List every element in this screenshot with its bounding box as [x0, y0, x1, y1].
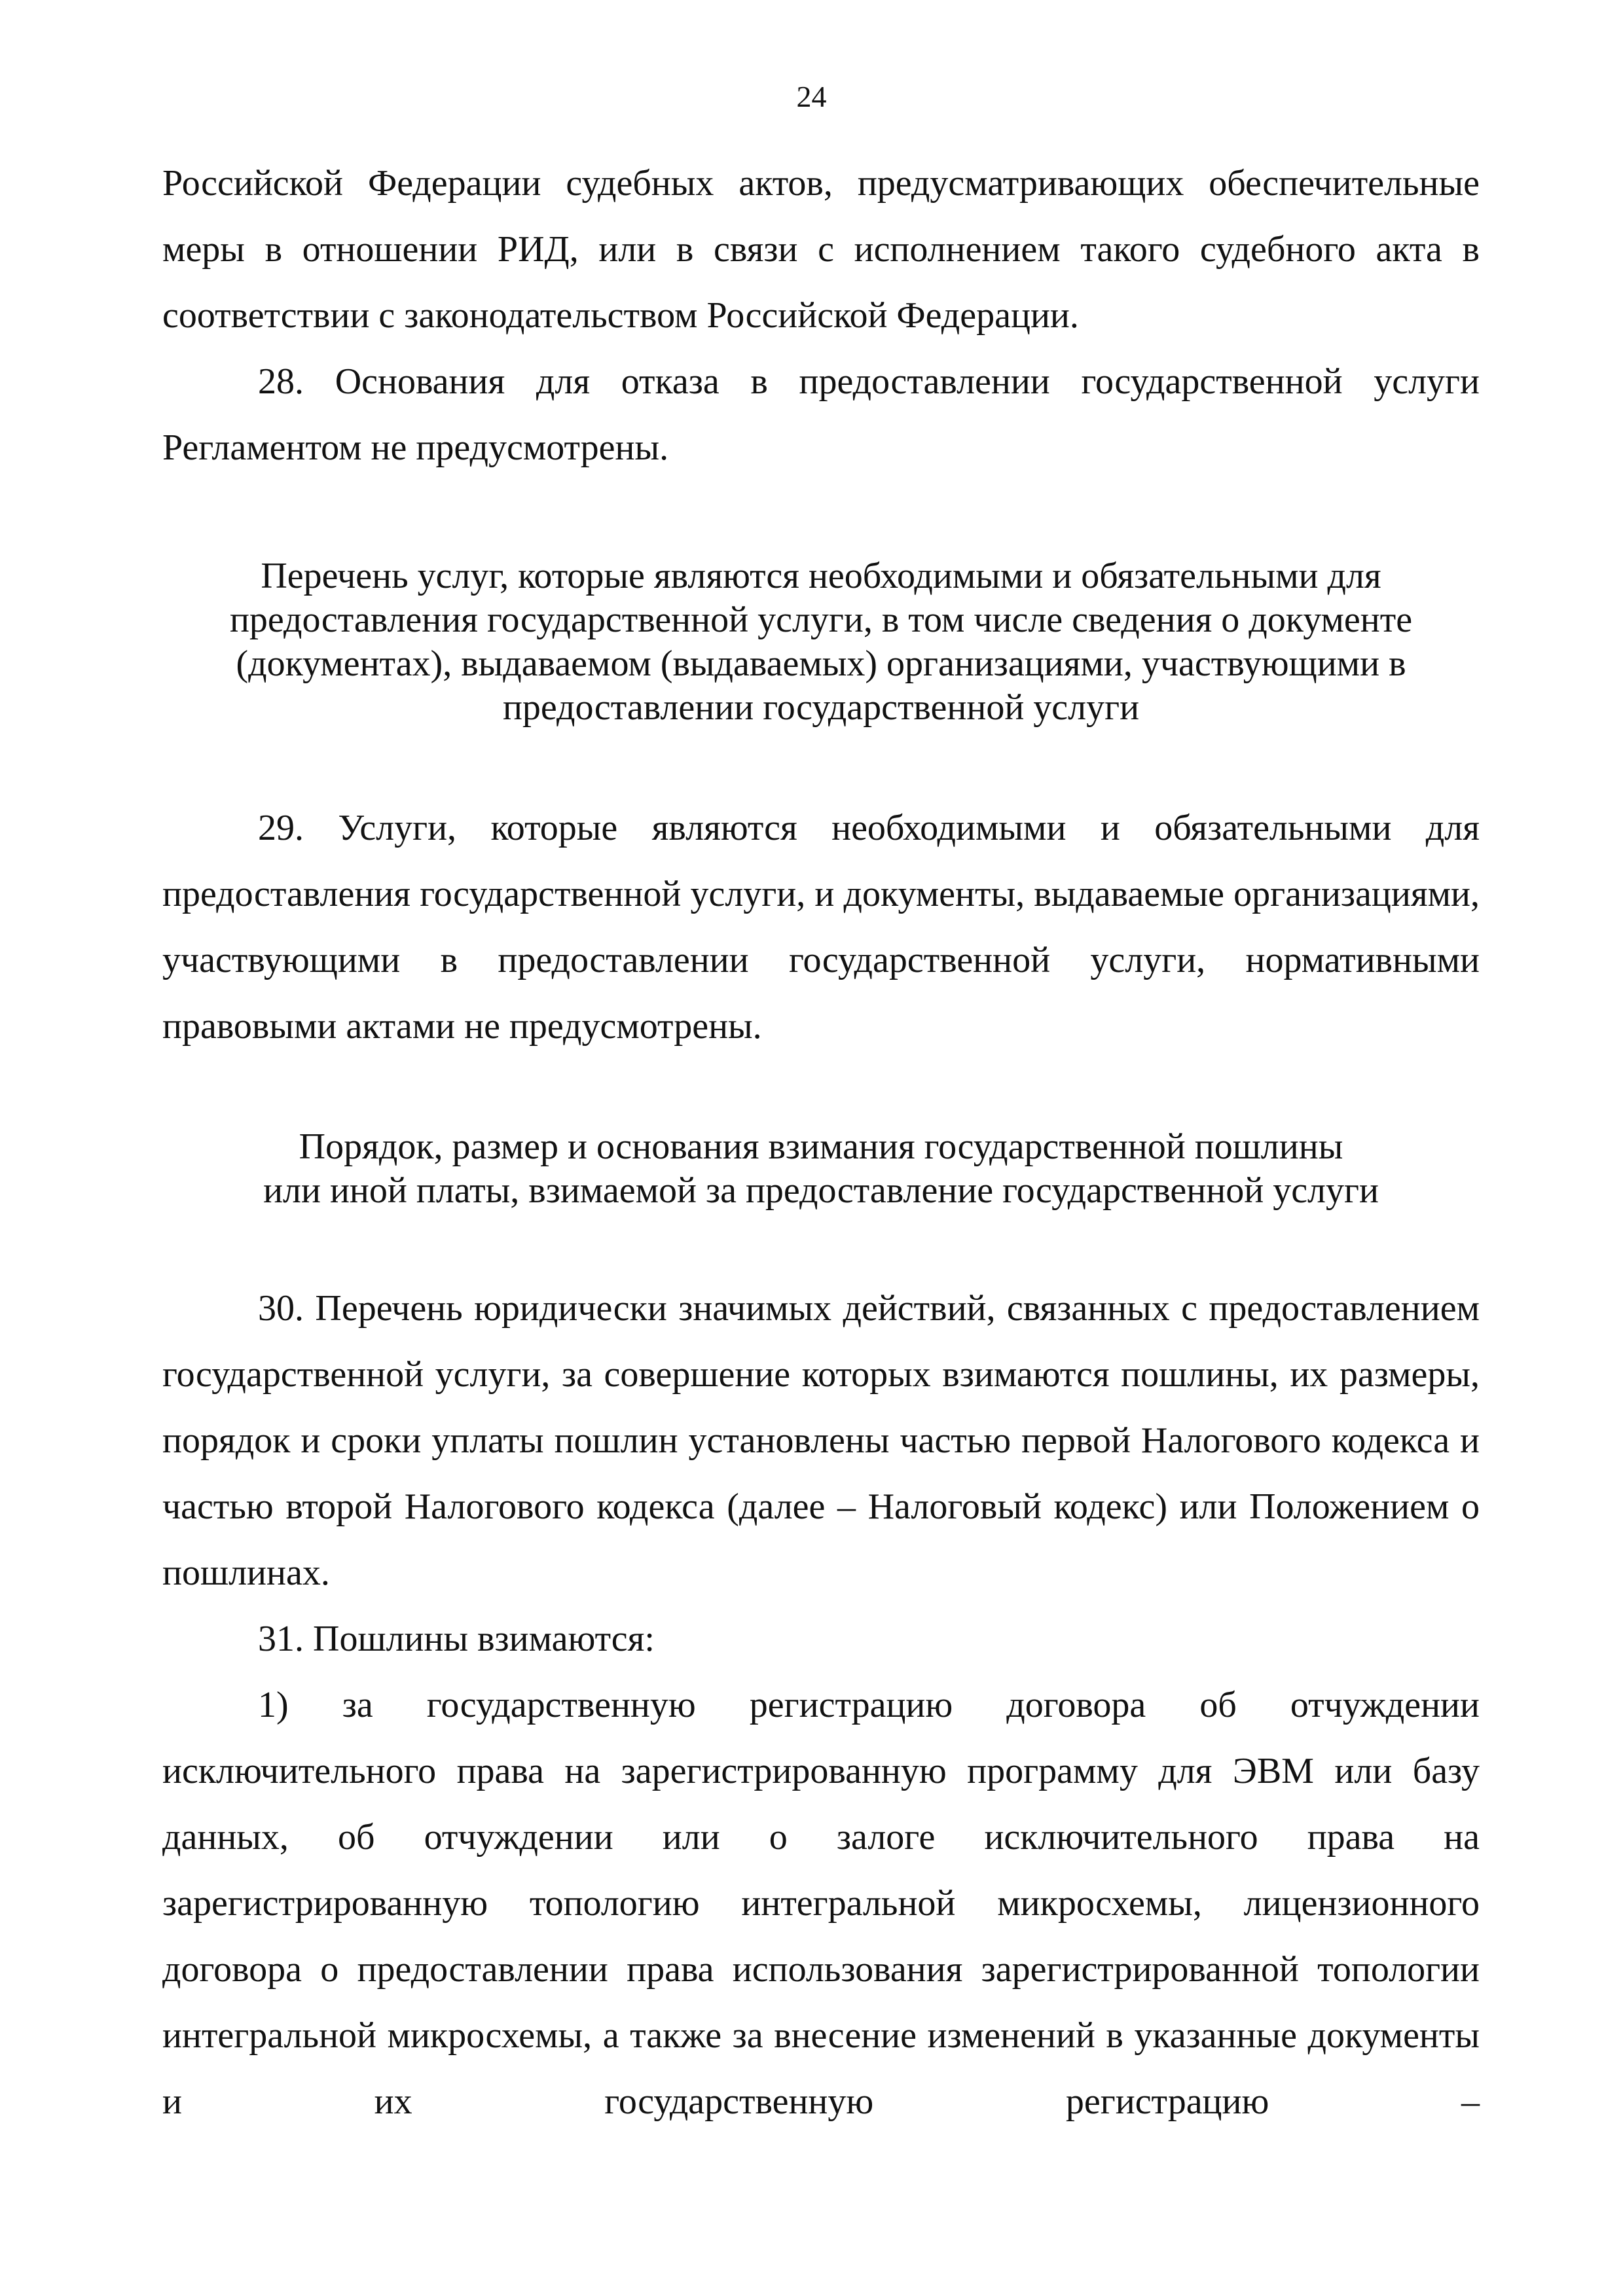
heading-line: Порядок, размер и основания взимания государственной пошлины — [299, 1126, 1343, 1167]
heading-line: Перечень услуг, которые являются необходимыми и обязательными для — [261, 556, 1381, 596]
paragraph-28: 28. Основания для отказа в предоставлении государственной услуги Регламентом не предусмотрены. — [162, 361, 1480, 468]
section-heading-fees — [162, 1125, 1480, 1213]
paragraph-30: 30. Перечень юридически значимых действий, связанных с предоставлением государственной услуги, за совершение которых взимаются пошлины, их размеры, порядок и сроки уплаты пошлин установлены частью первой Налогового кодекса и частью второй Налогового кодекса (далее – Налоговый кодекс) или Положением о пошлинах. — [162, 1288, 1480, 1593]
heading-line: или иной платы, взимаемой за предоставление государственной услуги — [263, 1170, 1379, 1211]
heading-line: предоставления государственной услуги, в том числе сведения о документе — [229, 600, 1413, 640]
paragraph-continuation: Российской Федерации судебных актов, предусматривающих обеспечительные меры в отношении РИД, или в связи с исполнением такого судебного акта в соответствии с законодательством Российской Федерации. — [162, 163, 1480, 336]
section-heading-services — [162, 554, 1480, 730]
document-body — [162, 151, 1480, 2135]
paragraph-29: 29. Услуги, которые являются необходимыми и обязательными для предоставления государственной услуги, и документы, выдаваемые организациями, участвующими в предоставлении государственной услуги, нормативными правовыми актами не предусмотрены. — [162, 808, 1480, 1047]
page-number: 24 — [796, 80, 827, 113]
paragraph-31: 31. Пошлины взимаются: — [258, 1619, 655, 1659]
heading-line: (документах), выдаваемом (выдаваемых) организациями, участвующими в — [236, 643, 1406, 684]
list-item-1: 1) за государственную регистрацию договора об отчуждении исключительного права на зарегистрированную программу для ЭВМ или базу данных, об отчуждении или о залоге исключительного права на зарегистрированную топологию интегральной микросхемы, лицензионного договора о предоставлении права использования зарегистрированной топологии интегральной микросхемы, а также за внесение изменений в указанные документы и их государственную регистрацию – — [162, 1685, 1480, 2122]
heading-line: предоставлении государственной услуги — [502, 687, 1140, 728]
